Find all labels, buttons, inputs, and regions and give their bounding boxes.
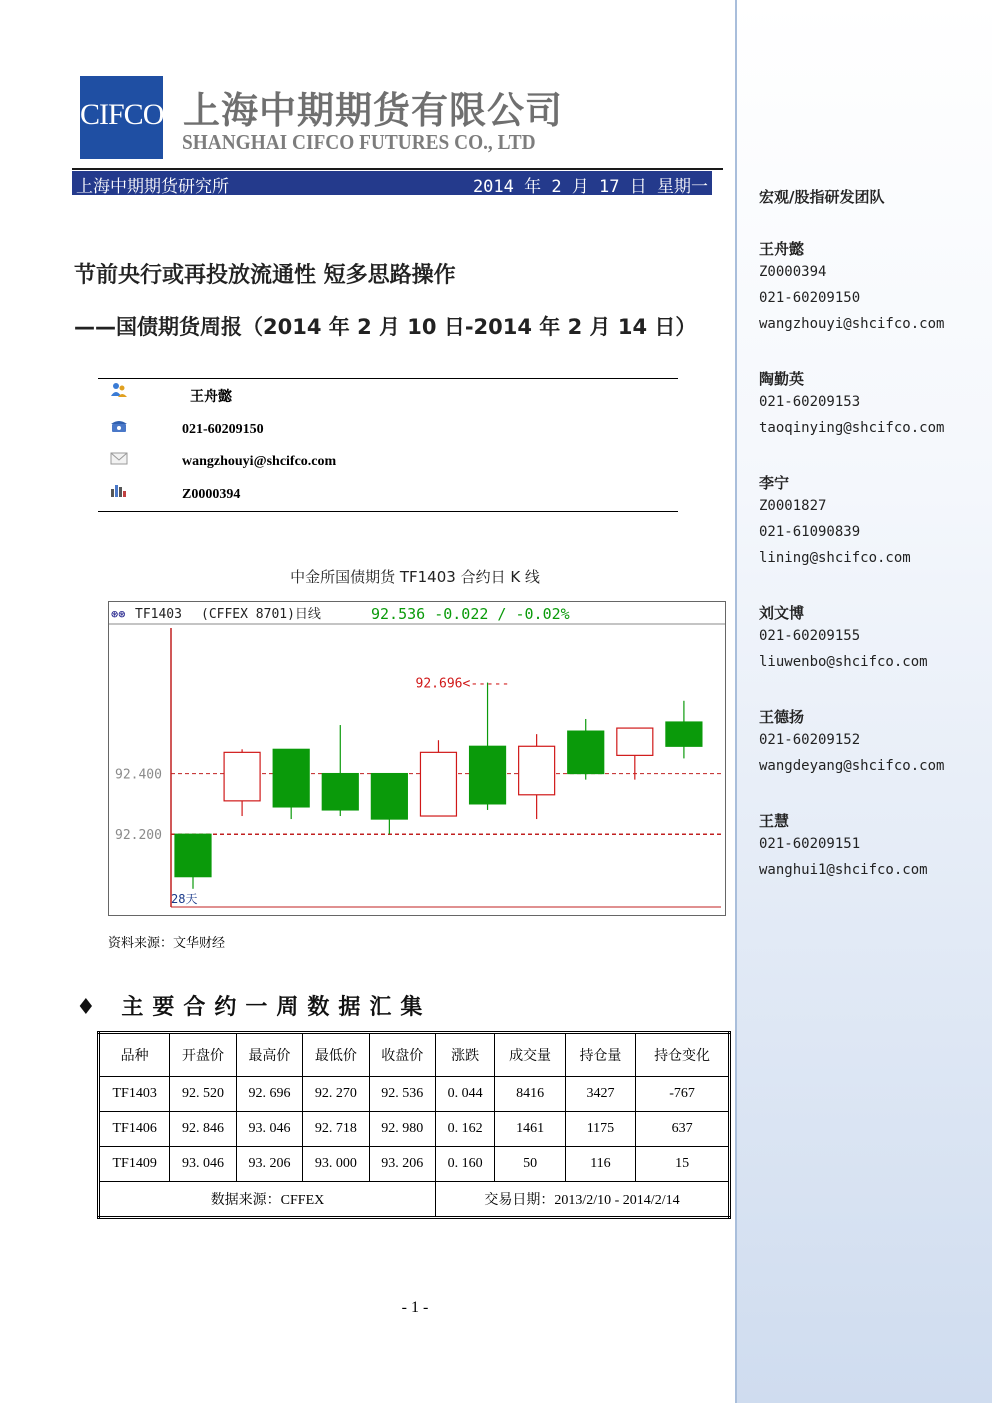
table-cell: 93. 206 bbox=[236, 1147, 302, 1182]
header-cell: 持仓量 bbox=[565, 1033, 635, 1077]
member-name: 陶勤英 bbox=[759, 370, 805, 388]
table-cell: 15 bbox=[636, 1147, 730, 1182]
table-cell: 93. 046 bbox=[236, 1112, 302, 1147]
company-name-en: SHANGHAI CIFCO FUTURES CO., LTD bbox=[182, 130, 536, 154]
author-email[interactable]: wangzhouyi@shcifco.com bbox=[182, 454, 337, 469]
member-name: 王舟懿 bbox=[759, 240, 805, 258]
table-cell: 1175 bbox=[565, 1112, 635, 1147]
report-date: 2014 年 2 月 17 日 星期一 bbox=[472, 177, 708, 197]
table-footer-row bbox=[99, 1182, 730, 1218]
header-cell: 品种 bbox=[99, 1033, 170, 1077]
table-cell: TF1403 bbox=[99, 1077, 170, 1112]
chart-exchange: (CFFEX 8701)日线 bbox=[201, 607, 321, 622]
logo-text: CIFCO bbox=[80, 98, 164, 131]
table-cell: 93. 046 bbox=[170, 1147, 236, 1182]
table-source: 数据来源：CFFEX bbox=[99, 1182, 436, 1218]
candle-body bbox=[666, 722, 702, 746]
table-cell: 1461 bbox=[495, 1112, 565, 1147]
table-cell: 50 bbox=[495, 1147, 565, 1182]
member-email[interactable]: wanghui1@shcifco.com bbox=[759, 862, 928, 878]
chart-canvas bbox=[109, 602, 725, 915]
section-heading bbox=[76, 990, 431, 1021]
table-date-range: 交易日期：2013/2/10 - 2014/2/14 bbox=[435, 1182, 729, 1218]
y-tick-label: 92.200 bbox=[115, 828, 162, 844]
member-phone: 021-60209151 bbox=[759, 836, 861, 852]
candle-body bbox=[470, 746, 506, 804]
report-subtitle: ——国债期货周报（2014 年 2 月 10 日-2014 年 2 月 14 日） bbox=[74, 315, 697, 339]
mail-icon bbox=[110, 450, 128, 470]
header-cell: 持仓变化 bbox=[636, 1033, 730, 1077]
table-cell: 92. 520 bbox=[170, 1077, 236, 1112]
company-name-cn: 上海中期期货有限公司 bbox=[183, 89, 563, 132]
header-bar bbox=[72, 171, 712, 195]
table-cell: 0. 160 bbox=[435, 1147, 494, 1182]
author-bottom-rule bbox=[98, 511, 678, 512]
institute-name: 上海中期期货研究所 bbox=[76, 177, 229, 197]
table-header-row bbox=[99, 1033, 730, 1077]
member-email[interactable]: wangdeyang@shcifco.com bbox=[759, 758, 945, 774]
author-top-rule bbox=[98, 378, 678, 379]
report-title: 节前央行或再投放流通性 短多思路操作 bbox=[74, 263, 456, 288]
member-phone: 021-60209155 bbox=[759, 628, 861, 644]
author-phone: 021-60209150 bbox=[182, 422, 264, 437]
member-email[interactable]: wangzhouyi@shcifco.com bbox=[759, 316, 945, 332]
contracts-table bbox=[97, 1031, 731, 1219]
table-cell: TF1406 bbox=[99, 1112, 170, 1147]
table-row bbox=[99, 1147, 730, 1182]
member-phone: 021-60209152 bbox=[759, 732, 861, 748]
candle-body bbox=[617, 728, 653, 755]
member-license: Z0001827 bbox=[759, 498, 827, 514]
header-cell: 成交量 bbox=[495, 1033, 565, 1077]
member-name: 王慧 bbox=[759, 812, 790, 830]
table-cell: 93. 206 bbox=[369, 1147, 435, 1182]
person-icon bbox=[110, 382, 128, 402]
chart-caption: 中金所国债期货 TF1403 合约日 K 线 bbox=[290, 568, 540, 586]
table-cell: 92. 846 bbox=[170, 1112, 236, 1147]
candle-body bbox=[322, 774, 358, 810]
candle-body bbox=[224, 752, 260, 801]
diamond-bullet-icon: ♦ bbox=[76, 995, 105, 1020]
chart-source: 资料来源：文华财经 bbox=[108, 936, 226, 951]
header-cell: 最低价 bbox=[303, 1033, 369, 1077]
certificate-icon bbox=[110, 482, 128, 502]
member-name: 李宁 bbox=[759, 474, 790, 492]
table-cell: 3427 bbox=[565, 1077, 635, 1112]
table-cell: 8416 bbox=[495, 1077, 565, 1112]
candle-body bbox=[420, 752, 456, 816]
table-cell: 93. 000 bbox=[303, 1147, 369, 1182]
member-email[interactable]: lining@shcifco.com bbox=[759, 550, 911, 566]
table-cell: 637 bbox=[636, 1112, 730, 1147]
chart-symbol-icon: ⊛⊛ bbox=[111, 607, 126, 621]
table-cell: 92. 718 bbox=[303, 1112, 369, 1147]
table-cell: 116 bbox=[565, 1147, 635, 1182]
y-tick-label: 92.400 bbox=[115, 767, 162, 783]
page-number: - 1 - bbox=[401, 1299, 429, 1316]
section-title: 主要合约一周数据汇集 bbox=[121, 995, 432, 1020]
table-row bbox=[99, 1112, 730, 1147]
member-license: Z0000394 bbox=[759, 264, 827, 280]
candlestick-chart bbox=[108, 601, 726, 916]
header-cell: 收盘价 bbox=[369, 1033, 435, 1077]
table-cell: 0. 162 bbox=[435, 1112, 494, 1147]
company-logo bbox=[80, 76, 163, 159]
table-cell: 92. 696 bbox=[236, 1077, 302, 1112]
table-cell: 0. 044 bbox=[435, 1077, 494, 1112]
candle-body bbox=[519, 746, 555, 795]
header-cell: 开盘价 bbox=[170, 1033, 236, 1077]
high-annotation: 92.696<----- bbox=[415, 676, 510, 692]
table-cell: -767 bbox=[636, 1077, 730, 1112]
candle-body bbox=[273, 749, 309, 807]
member-email[interactable]: taoqinying@shcifco.com bbox=[759, 420, 945, 436]
chart-symbol: TF1403 bbox=[135, 607, 182, 622]
member-name: 王德扬 bbox=[759, 708, 805, 726]
table-row bbox=[99, 1077, 730, 1112]
candle-body bbox=[568, 731, 604, 773]
contact-sidebar bbox=[735, 0, 992, 1403]
member-phone: 021-60209153 bbox=[759, 394, 861, 410]
chart-quote: 92.536 -0.022 / -0.02% bbox=[371, 605, 570, 623]
table-cell: TF1409 bbox=[99, 1147, 170, 1182]
day-count-label: 28天 bbox=[171, 892, 198, 906]
author-license: Z0000394 bbox=[182, 487, 241, 502]
chart-plot-area bbox=[115, 628, 721, 907]
table-cell: 92. 980 bbox=[369, 1112, 435, 1147]
candle-body bbox=[175, 834, 211, 876]
candle-body bbox=[371, 774, 407, 819]
table-cell: 92. 270 bbox=[303, 1077, 369, 1112]
header-cell: 最高价 bbox=[236, 1033, 302, 1077]
member-phone: 021-60209150 bbox=[759, 290, 861, 306]
table-cell: 92. 536 bbox=[369, 1077, 435, 1112]
author-name: 王舟懿 bbox=[190, 390, 232, 405]
member-phone: 021-61090839 bbox=[759, 524, 861, 540]
header-cell: 涨跌 bbox=[435, 1033, 494, 1077]
member-name: 刘文博 bbox=[759, 604, 805, 622]
member-email[interactable]: liuwenbo@shcifco.com bbox=[759, 654, 928, 670]
header-rule bbox=[72, 168, 723, 170]
phone-icon bbox=[110, 418, 128, 438]
team-title: 宏观/股指研发团队 bbox=[759, 188, 885, 206]
